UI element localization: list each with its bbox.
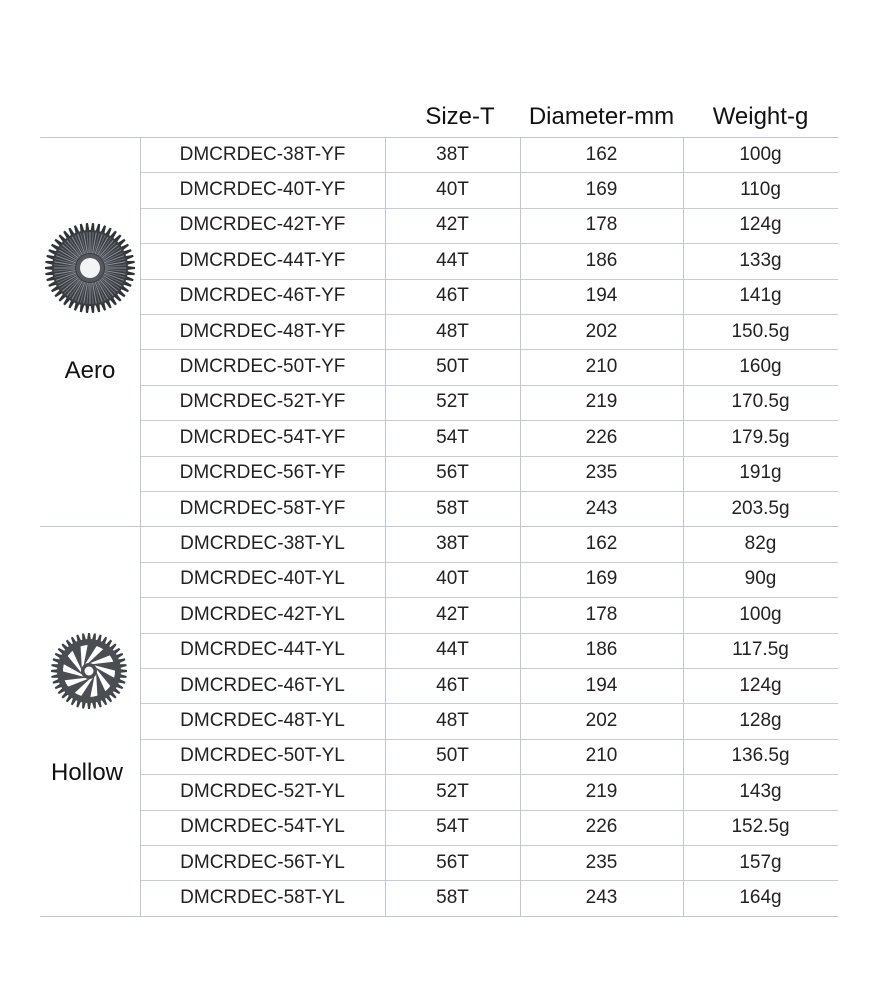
cell-diameter: 202 [585,320,618,342]
cell-model: DMCRDEC-38T-YL [180,533,345,555]
cell-model: DMCRDEC-56T-YF [179,462,346,484]
cell-diameter: 219 [585,780,618,802]
cell-diameter: 219 [585,391,618,413]
cell-size: 58T [436,887,469,909]
cell-model: DMCRDEC-54T-YL [180,816,345,838]
column-divider [385,137,386,916]
table-row [140,845,838,880]
cell-model: DMCRDEC-50T-YL [180,745,345,767]
cell-model: DMCRDEC-52T-YF [179,391,346,413]
header-diameter: Diameter-mm [528,103,675,130]
row-divider [140,279,838,280]
cell-model: DMCRDEC-44T-YL [180,639,345,661]
cell-diameter: 210 [585,745,618,767]
row-divider [140,314,838,315]
cell-size: 50T [436,745,469,767]
cell-weight: 82g [744,533,777,555]
cell-size: 42T [436,603,469,625]
cell-model: DMCRDEC-48T-YF [179,320,346,342]
table-row [140,137,838,172]
column-divider [140,137,141,916]
cell-weight: 124g [739,214,782,236]
cell-weight: 128g [739,710,782,732]
table-row [140,420,838,455]
cell-model: DMCRDEC-48T-YL [180,710,345,732]
table-row [140,810,838,845]
cell-weight: 117.5g [732,639,789,661]
cell-weight: 150.5g [731,320,790,342]
cell-model: DMCRDEC-50T-YF [179,356,346,378]
cell-diameter: 210 [585,356,618,378]
cell-weight: 136.5g [731,745,790,767]
table-top-rule [40,137,838,138]
cell-model: DMCRDEC-40T-YF [179,179,346,201]
hollow-chainring-icon [50,632,128,710]
cell-diameter: 162 [585,143,618,165]
table-row [140,562,838,597]
table-row [140,739,838,774]
cell-size: 48T [436,320,469,342]
cell-diameter: 178 [585,214,618,236]
cell-diameter: 243 [585,497,618,519]
column-divider [683,137,684,916]
cell-model: DMCRDEC-46T-YF [179,285,346,307]
cell-size: 40T [436,179,469,201]
table-row [140,172,838,207]
row-divider [140,562,838,563]
cell-weight: 141g [739,285,782,307]
row-divider [140,774,838,775]
cell-weight: 160g [739,356,782,378]
cell-diameter: 226 [585,816,618,838]
cell-model: DMCRDEC-38T-YF [179,143,346,165]
table-row [140,314,838,349]
cell-diameter: 235 [585,851,618,873]
cell-diameter: 235 [585,462,618,484]
column-divider [520,137,521,916]
cell-weight: 170.5g [731,391,790,413]
cell-diameter: 178 [585,603,618,625]
cell-diameter: 169 [585,179,618,201]
cell-model: DMCRDEC-46T-YL [180,674,345,696]
cell-size: 44T [436,639,469,661]
cell-size: 56T [436,851,469,873]
cell-weight: 110g [740,179,781,201]
cell-diameter: 226 [585,426,618,448]
row-divider [140,385,838,386]
cell-diameter: 169 [585,568,618,590]
group-label-aero: Aero [64,357,116,384]
table-row [140,668,838,703]
table-row [140,385,838,420]
cell-diameter: 194 [585,674,618,696]
cell-diameter: 194 [585,285,618,307]
table-row [140,703,838,738]
table-row [140,349,838,384]
cell-weight: 100g [739,603,782,625]
table-row [140,633,838,668]
table-row [140,597,838,632]
cell-weight: 143g [739,780,782,802]
cell-model: DMCRDEC-44T-YF [179,249,346,271]
cell-size: 48T [436,710,469,732]
group-label-hollow: Hollow [50,759,124,786]
cell-weight: 133g [739,249,782,271]
aero-chainring-icon [44,222,136,314]
header-weight: Weight-g [712,103,809,130]
row-divider [140,703,838,704]
table-row [140,279,838,314]
table-row [140,526,838,561]
row-divider [140,349,838,350]
table-bottom-rule [40,916,838,917]
cell-model: DMCRDEC-42T-YL [180,603,345,625]
cell-size: 38T [436,143,469,165]
header-size: Size-T [425,103,495,130]
cell-size: 42T [436,214,469,236]
cell-weight: 124g [739,674,782,696]
cell-diameter: 186 [585,249,618,271]
table-row [140,243,838,278]
cell-model: DMCRDEC-56T-YL [180,851,345,873]
cell-weight: 152.5g [731,816,790,838]
cell-size: 38T [436,533,469,555]
cell-weight: 191g [739,462,782,484]
cell-size: 46T [436,285,469,307]
row-divider [140,420,838,421]
cell-size: 52T [436,780,469,802]
row-divider [140,597,838,598]
row-divider [140,491,838,492]
cell-weight: 100g [739,143,782,165]
table-row [140,208,838,243]
cell-size: 54T [436,816,469,838]
row-divider [140,880,838,881]
row-divider [140,668,838,669]
cell-weight: 164g [739,887,782,909]
cell-size: 58T [436,497,469,519]
cell-weight: 90g [744,568,777,590]
cell-model: DMCRDEC-54T-YF [179,426,346,448]
cell-size: 46T [436,674,469,696]
group-divider [40,526,838,527]
cell-diameter: 243 [585,887,618,909]
cell-model: DMCRDEC-42T-YF [179,214,346,236]
cell-diameter: 162 [585,533,618,555]
cell-diameter: 202 [585,710,618,732]
cell-model: DMCRDEC-58T-YF [179,497,346,519]
cell-weight: 179.5g [731,426,790,448]
cell-size: 50T [436,356,469,378]
cell-model: DMCRDEC-40T-YL [180,568,345,590]
row-divider [140,172,838,173]
table-row [140,774,838,809]
row-divider [140,208,838,209]
row-divider [140,810,838,811]
table-row [140,880,838,915]
cell-size: 56T [436,462,469,484]
cell-size: 44T [436,249,469,271]
row-divider [140,739,838,740]
table-row [140,491,838,526]
cell-model: DMCRDEC-58T-YL [180,887,345,909]
row-divider [140,243,838,244]
cell-weight: 157g [739,851,782,873]
row-divider [140,456,838,457]
row-divider [140,633,838,634]
table-row [140,456,838,491]
cell-weight: 203.5g [731,497,790,519]
row-divider [140,845,838,846]
cell-size: 52T [436,391,469,413]
cell-diameter: 186 [585,639,618,661]
cell-size: 40T [436,568,469,590]
cell-model: DMCRDEC-52T-YL [180,780,345,802]
cell-size: 54T [436,426,469,448]
